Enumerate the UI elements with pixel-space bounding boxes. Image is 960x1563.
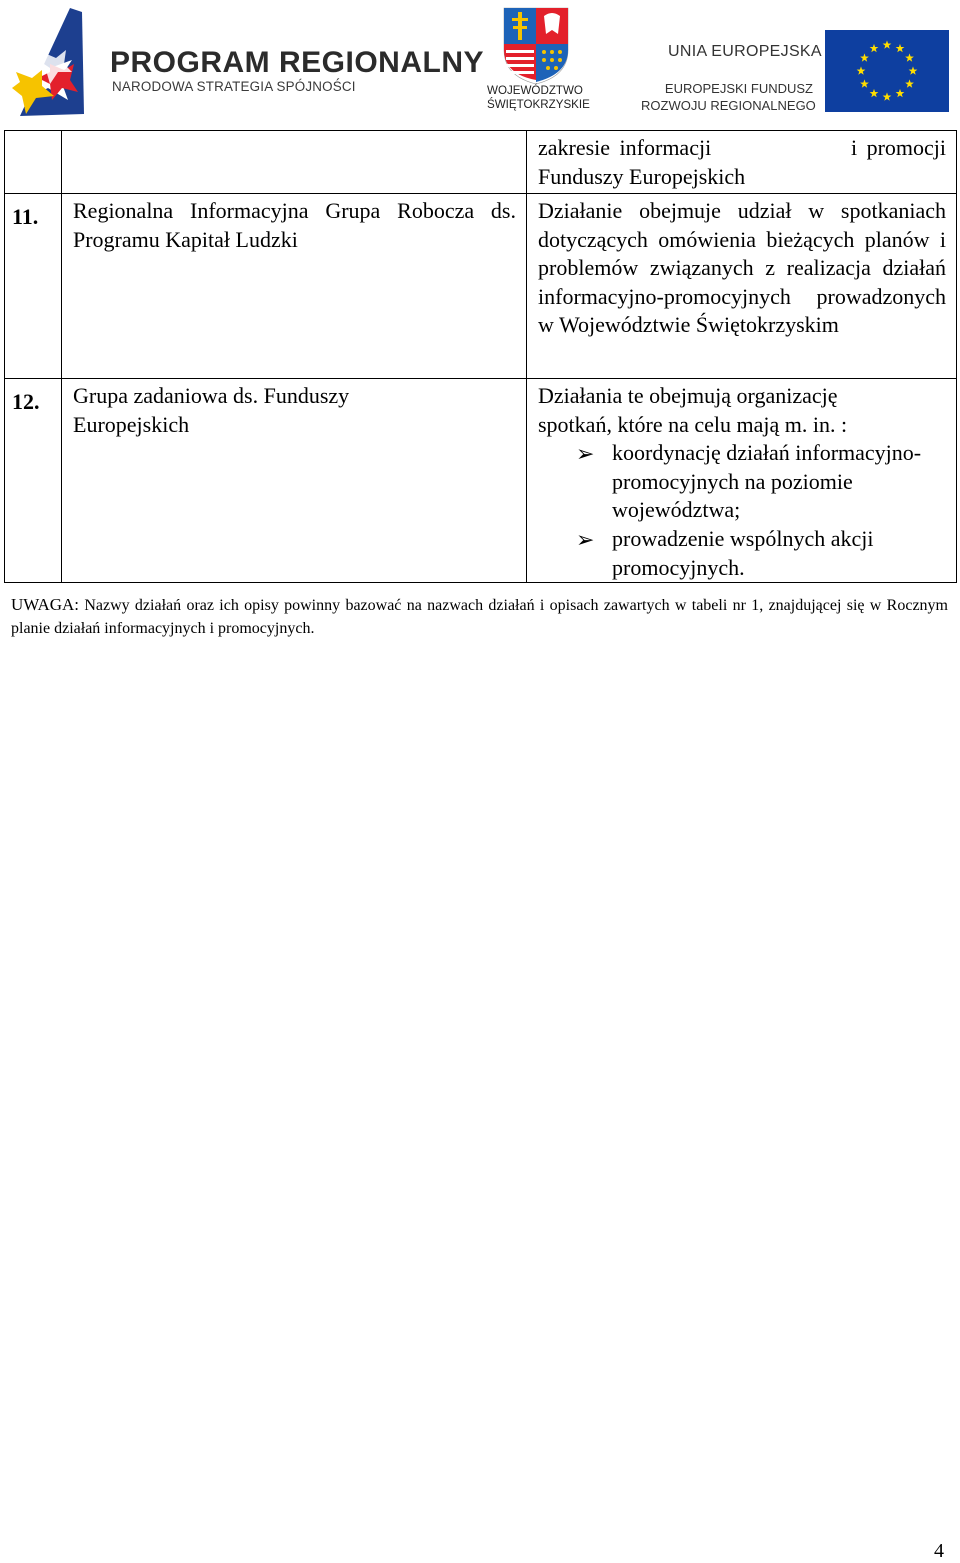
- list-item-text: koordynację działań informacyjno-promocyjnych na poziomie województwa;: [612, 440, 922, 523]
- table-row: [5, 194, 957, 379]
- eu-flag-logo: [825, 30, 949, 112]
- row-description: [527, 379, 957, 583]
- row-number: 11.: [5, 194, 62, 379]
- description-text: Funduszy Europejskich: [538, 163, 746, 189]
- note-text: Nazwy działań oraz ich opisy powinny bazować na nazwach działań i opisach zawartych w tabeli nr 1, znajdującej się w Rocznym planie działań informacyjnych i promocyjnych.: [11, 597, 948, 637]
- eu-fund-line-2: ROZWOJU REGIONALNEGO: [641, 98, 816, 113]
- table-row: [5, 131, 957, 194]
- list-item-text: prowadzenie wspólnych akcji promocyjnych.: [612, 525, 874, 580]
- row-name: Grupa zadaniowa ds. Funduszy Europejskich: [62, 379, 527, 583]
- arrow-bullet-icon: ➢: [576, 441, 595, 467]
- description-text: i promocji: [850, 135, 946, 160]
- eu-fund-name: [641, 80, 816, 114]
- eu-title: UNIA EUROPEJSKA: [668, 43, 822, 60]
- page-number: 4: [934, 1540, 944, 1562]
- actions-table: [4, 130, 957, 583]
- region-name: [487, 84, 590, 112]
- region-line-2: ŚWIĘTOKRZYSKIE: [487, 98, 590, 111]
- program-subtitle: NARODOWA STRATEGIA SPÓJNOŚCI: [112, 79, 356, 94]
- description-intro: Działania te obejmują organizację spotkań, które na celu mają m. in. :: [538, 383, 848, 437]
- note-paragraph: [11, 594, 948, 640]
- row-description: [527, 131, 957, 194]
- arrow-bullet-icon: ➢: [576, 526, 595, 552]
- row-name: [62, 131, 527, 194]
- row-description: Działanie obejmuje udział w spotkaniach dotyczących omówienia bieżących planów i problemów związanych z realizacja działań informacyjno-promocyjnych prowadzonych w Województwie Świętokrzyskim: [527, 194, 957, 379]
- region-line-1: WOJEWÓDZTWO: [487, 84, 583, 97]
- list-item: [538, 439, 946, 525]
- description-line: [538, 134, 946, 163]
- description-text: zakresie informacji: [538, 135, 712, 160]
- row-number: 12.: [5, 379, 62, 583]
- eu-fund-line-1: EUROPEJSKI FUNDUSZ: [664, 81, 813, 96]
- page-header: [0, 0, 960, 125]
- row-name: Regionalna Informacyjna Grupa Robocza ds. Programu Kapitał Ludzki: [62, 194, 527, 379]
- list-item: [538, 525, 946, 582]
- program-title: PROGRAM REGIONALNY: [110, 46, 485, 79]
- table-row: [5, 379, 957, 583]
- row-number: [5, 131, 62, 194]
- note-label: UWAGA:: [11, 595, 79, 614]
